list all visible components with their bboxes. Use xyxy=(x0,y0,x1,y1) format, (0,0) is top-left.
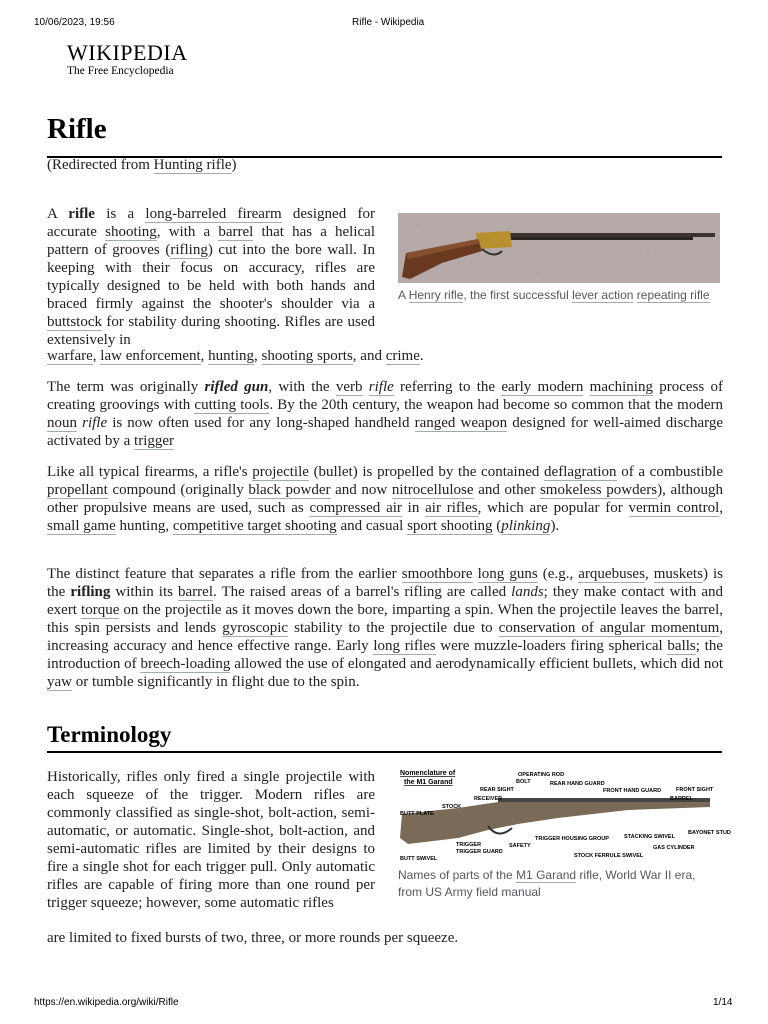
label-butt-plate: BUTT PLATE xyxy=(400,811,434,817)
intro-paragraph-4: The distinct feature that separates a rifle from the earlier smoothbore long guns (e.g., arquebuses, muskets) is the rifling within its barrel. The raised areas of a barrel's rifling are called lands; they make contact with and exert torque on the projectile as it moves down the bore, imparting a spin. When the projectile leaves the barrel, this spin persists and lends gyroscopic stability to the projectile due to conservation of angular momentum, increasing accuracy and hence effective range. Early long rifles were muzzle-loaders firing spherical balls; the introduction of breech-loading allowed the use of elongated and aerodynamically efficient bullets, which did not yaw or tumble significantly in flight due to the spin. xyxy=(47,566,724,690)
m1-garand-diagram[interactable] xyxy=(398,766,731,864)
label-operating-rod: OPERATING ROD xyxy=(518,772,565,778)
wikipedia-logo[interactable] xyxy=(67,42,188,77)
label-butt-swivel: BUTT SWIVEL xyxy=(400,856,438,862)
m1-garand-figure xyxy=(398,766,731,901)
label-bolt: BOLT xyxy=(516,779,531,785)
label-trigger-guard: TRIGGER GUARD xyxy=(456,849,503,855)
henry-rifle-image[interactable] xyxy=(398,213,720,283)
label-stock-ferrule-swivel: STOCK FERRULE SWIVEL xyxy=(574,853,644,859)
label-gas-cylinder: GAS CYLINDER xyxy=(653,845,695,851)
label-rear-hand-guard: REAR HAND GUARD xyxy=(550,781,605,787)
label-stock: STOCK xyxy=(442,804,462,810)
henry-rifle-link[interactable]: Henry rifle xyxy=(408,288,464,302)
terminology-paragraph-end: are limited to fixed bursts of two, three, or more rounds per squeeze. xyxy=(47,930,459,946)
m1-garand-link[interactable]: M1 Garand xyxy=(516,868,577,882)
section-divider xyxy=(47,751,722,753)
label-front-sight: FRONT SIGHT xyxy=(676,787,714,793)
page-title: Rifle xyxy=(47,113,107,145)
label-trigger: TRIGGER xyxy=(456,842,482,848)
diagram-title-line1: Nomenclature of xyxy=(400,770,456,777)
intro-paragraph-3: Like all typical firearms, a rifle's projectile (bullet) is propelled by the contained deflagration of a combustible propellant compound (originally black powder and now nitrocellulose and other smokeless powders), although other propulsive means are used, such as compressed air in air rifles, which are popular for vermin control, small game hunting, competitive target shooting and casual sport shooting (plinking). xyxy=(47,464,724,534)
logo-tagline: The Free Encyclopedia xyxy=(67,65,174,77)
repeating-rifle-link[interactable]: repeating rifle xyxy=(636,288,710,302)
label-rear-sight: REAR SIGHT xyxy=(480,787,514,793)
label-receiver: RECEIVER xyxy=(474,796,503,802)
footer-url: https://en.wikipedia.org/wiki/Rifle xyxy=(34,997,179,1008)
diagram-title-line2: the M1 Garand xyxy=(404,779,453,786)
henry-rifle-figure xyxy=(398,213,720,304)
label-safety: SAFETY xyxy=(509,843,531,849)
redirect-notice: (Redirected from Hunting rifle) xyxy=(47,157,237,173)
label-front-hand-guard: FRONT HAND GUARD xyxy=(603,788,662,794)
print-datetime: 10/06/2023, 19:56 xyxy=(34,17,115,28)
redirect-link[interactable]: Hunting rifle xyxy=(153,157,232,173)
intro-paragraph-1: A rifle is a long-barreled firearm designed for accurate shooting, with a barrel that has a helical pattern of grooves (rifling) cut into the bore wall. In keeping with their focus on accuracy, rifles are typically designed to be held with both hands and braced firmly against the shooter's shoulder via a buttstock for stability during shooting. Rifles are used extensively in xyxy=(47,206,376,348)
section-heading-terminology: Terminology xyxy=(47,722,172,747)
footer-page-number: 1/14 xyxy=(713,997,733,1008)
label-barrel: BARREL xyxy=(670,796,693,802)
label-bayonet-stud: BAYONET STUD xyxy=(688,830,731,836)
terminology-paragraph: Historically, rifles only fired a single projectile with each squeeze of the trigger. Modern rifles are commonly classified as single-shot, bolt-action, semi-automatic, or automatic. Single-shot, bolt-action, and semi-automatic rifles are limited by their designs to fire a single shot for each trigger pull. Only automatic rifles are capable of firing more than one round per trigger squeeze; however, some automatic rifles xyxy=(47,769,375,911)
henry-caption: A Henry rifle, the first successful lever action repeating rifle xyxy=(398,288,710,302)
garand-caption: Names of parts of the M1 Garand rifle, World War II era, from US Army field manual xyxy=(398,868,696,899)
print-tab-title: Rifle - Wikipedia xyxy=(352,17,425,28)
label-trigger-housing-group: TRIGGER HOUSING GROUP xyxy=(535,836,609,842)
logo-wordmark: WIKIPEDIA xyxy=(67,40,188,65)
intro-paragraph-2: The term was originally rifled gun, with the verb rifle referring to the early modern machining process of creating groovings with cutting tools. By the 20th century, the weapon had become so common that the modern noun rifle is now often used for any long-shaped handheld ranged weapon designed for well-aimed discharge activated by a trigger xyxy=(47,379,724,449)
intro-paragraph-1-end: warfare, law enforcement, hunting, shooting sports, and crime. xyxy=(47,348,424,364)
label-stacking-swivel: STACKING SWIVEL xyxy=(624,834,675,840)
lever-action-link[interactable]: lever action xyxy=(572,288,634,302)
